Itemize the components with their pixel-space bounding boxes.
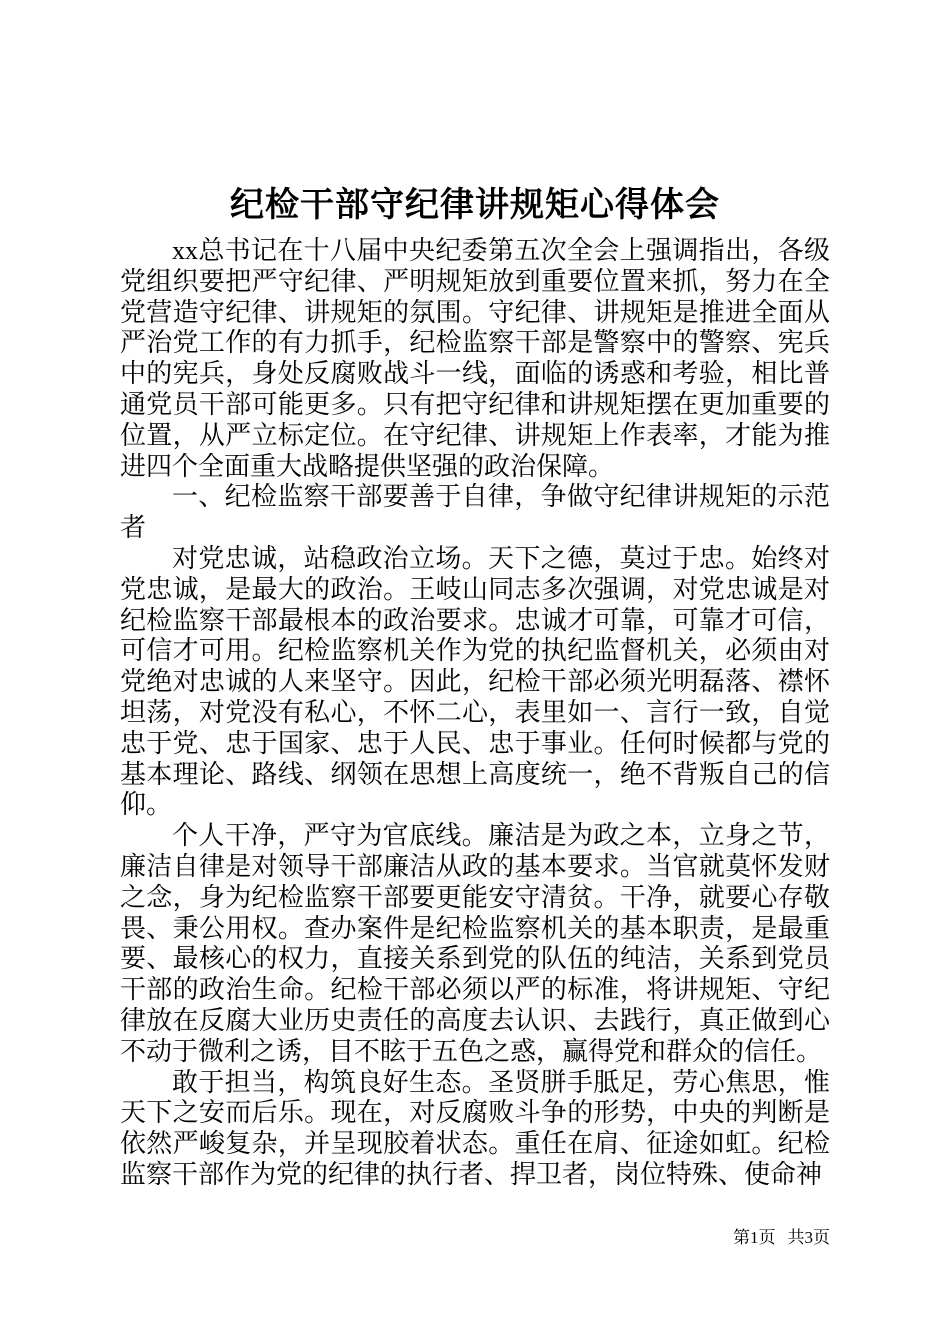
page-number-label: 第1页 (733, 1228, 776, 1247)
section-heading-one: 一、纪检监察干部要善于自律，争做守纪律讲规矩的示范者 (120, 482, 830, 543)
paragraph-loyalty: 对党忠诚，站稳政治立场。天下之德，莫过于忠。始终对党忠诚，是最大的政治。王岐山同志多次强调，对党忠诚是对纪检监察干部最根本的政治要求。忠诚才可靠，可靠才可信，可信才可用。纪检监察机关作为党的执纪监督机关，必须由对党绝对忠诚的人来坚守。因此，纪检干部必须光明磊落、襟怀坦荡，对党没有私心，不怀二心，表里如一、言行一致，自觉忠于党、忠于国家、忠于人民、忠于事业。任何时候都与党的基本理论、路线、纲领在思想上高度统一，绝不背叛自己的信仰。 (120, 543, 830, 820)
page-footer (733, 1228, 830, 1248)
document-title: 纪检干部守纪律讲规矩心得体会 (230, 187, 720, 224)
paragraph-intro: xx总书记在十八届中央纪委第五次全会上强调指出，各级党组织要把严守纪律、严明规矩放到重要位置来抓，努力在全党营造守纪律、讲规矩的氛围。守纪律、讲规矩是推进全面从严治党工作的有力抓手，纪检监察干部是警察中的警察、宪兵中的宪兵，身处反腐败战斗一线，面临的诱惑和考验，相比普通党员干部可能更多。只有把守纪律和讲规矩摆在更加重要的位置，从严立标定位。在守纪律、讲规矩上作表率，才能为推进四个全面重大战略提供坚强的政治保障。 (120, 236, 830, 481)
paragraph-integrity: 个人干净，严守为官底线。廉洁是为政之本，立身之节，廉洁自律是对领导干部廉洁从政的基本要求。当官就莫怀发财之念，身为纪检监察干部要更能安守清贫。干净，就要心存敬畏、秉公用权。查办案件是纪检监察机关的基本职责，是最重要、最核心的权力，直接关系到党的队伍的纯洁，关系到党员干部的政治生命。纪检干部必须以严的标准，将讲规矩、守纪律放在反腐大业历史责任的高度去认识、去践行，真正做到心不动于微利之诱，目不眩于五色之惑，赢得党和群众的信任。 (120, 821, 830, 1066)
paragraph-responsibility: 敢于担当，构筑良好生态。圣贤胼手胝足，劳心焦思，惟天下之安而后乐。现在，对反腐败斗争的形势，中央的判断是依然严峻复杂，并呈现胶着状态。重任在肩、征途如虹。纪检监察干部作为党的纪律的执行者、捍卫者，岗位特殊、使命神 (120, 1067, 830, 1189)
total-pages-label: 共3页 (787, 1228, 830, 1247)
